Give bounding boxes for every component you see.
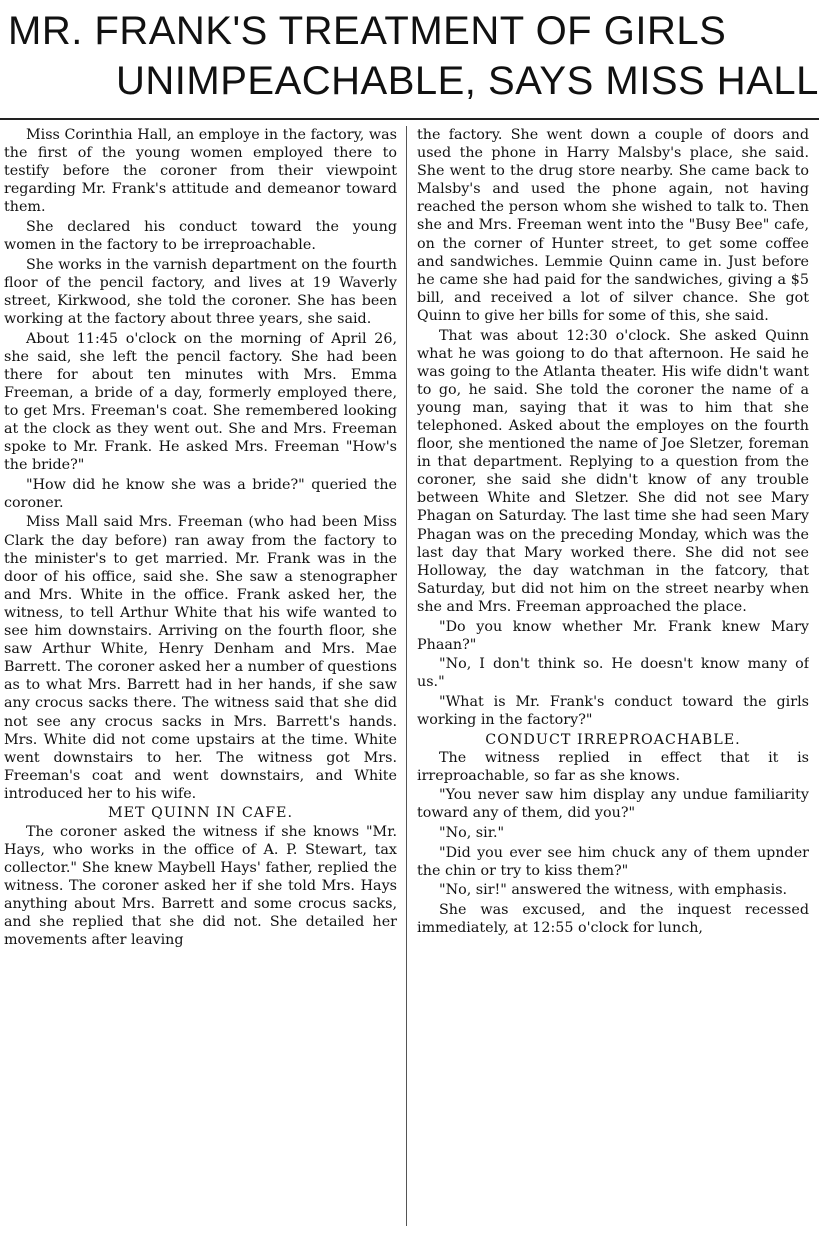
paragraph: "No, I don't think so. He doesn't know many of us." bbox=[417, 656, 809, 691]
paragraph: "Did you ever see him chuck any of them upnder the chin or try to kiss them?" bbox=[417, 844, 809, 879]
paragraph: That was about 12:30 o'clock. She asked Quinn what he was goiong to do that afternoon. He said he was going to the Atlanta theater. His wife didn't want to go, he said. She told the coroner the name of a young man, saying that it was to him that she telephoned. Asked about the employes on the fourth floor, she mentioned the name of Joe Sletzer, foreman in that department. Replying to a question from the coroner, she said she didn't know of any trouble between White and Sletzer. She did not see Mary Phagan on Saturday. The last time she had seen Mary Phagan was on the preceding Monday, which was the last day that Mary worked there. She did not see Holloway, the day watchman in the fatcory, that Saturday, but did not him on the street nearby when she and Mrs. Freeman approached the place. bbox=[417, 327, 809, 615]
paragraph: "No, sir!" answered the witness, with emphasis. bbox=[439, 882, 788, 899]
subheading: MET QUINN IN CAFE. bbox=[107, 805, 293, 822]
paragraph: "What is Mr. Frank's conduct toward the girls working in the factory?" bbox=[417, 693, 809, 728]
paragraph: She works in the varnish department on the fourth floor of the pencil factory, and lives at 19 Waverly street, Kirkwood, she told the coroner. She has been working at the factory about three years, she said. bbox=[4, 256, 397, 327]
article-column-right bbox=[417, 126, 809, 1236]
headline-line-1: MR. FRANK'S TREATMENT OF GIRLS bbox=[8, 9, 727, 53]
paragraph: The coroner asked the witness if she knows "Mr. Hays, who works in the office of A. P. Stewart, tax collector." She knew Maybell Hays' father, replied the witness. The coroner asked her if she told Mrs. Hays anything about Mrs. Barrett and some crocus sacks, and she replied that she did not. She detailed her movements after leaving bbox=[4, 823, 397, 949]
paragraph: The witness replied in effect that it is irreproachable, so far as she knows. bbox=[417, 749, 809, 784]
paragraph: She was excused, and the inquest recessed immediately, at 12:55 o'clock for lunch, bbox=[417, 901, 809, 937]
paragraph: "You never saw him display any undue familiarity toward any of them, did you?" bbox=[417, 787, 809, 822]
column-divider bbox=[406, 126, 407, 1226]
paragraph: Miss Corinthia Hall, an employe in the factory, was the first of the young women employed there to testify before the coroner from their viewpoint regarding Mr. Frank's attitude and demeanor toward them. bbox=[4, 127, 397, 216]
paragraph: Miss Mall said Mrs. Freeman (who had been Miss Clark the day before) ran away from the factory to the minister's to get married. Mr. Frank was in the door of his office, said she. She saw a stenographer and Mrs. White in the office. Frank asked her, the witness, to tell Arthur White that his wife wanted to see him downstairs. Arriving on the fourth floor, she saw Arthur White, Henry Denham and Mrs. Mae Barrett. The coroner asked her a number of questions as to what Mrs. Barrett had in her hands, if she saw any crocus sacks there. The witness said that she did not see any crocus sacks in Mrs. Barrett's hands. Mrs. White did not come upstairs at the time. White went downstairs to her. The witness got Mrs. Freeman's coat and went downstairs, and White introduced her to his wife. bbox=[4, 514, 397, 802]
article-column-left bbox=[4, 126, 397, 1236]
paragraph: "How did he know she was a bride?" queried the coroner. bbox=[4, 476, 397, 511]
paragraph: the factory. She went down a couple of doors and used the phone in Harry Malsby's place, she said. She went to the drug store nearby. She came back to Malsby's and used the phone again, not having reached the person whom she wished to talk to. Then she and Mrs. Freeman went into the "Busy Bee" cafe, on the corner of Hunter street, to get some coffee and sandwiches. Lemmie Quinn came in. Just before he came she had paid for the sandwiches, giving a $5 bill, and received a lot of silver chance. She got Quinn to give her bills for some of this, she said. bbox=[417, 127, 809, 324]
paragraph: "Do you know whether Mr. Frank knew Mary Phaan?" bbox=[417, 618, 809, 653]
paragraph: "No, sir." bbox=[439, 825, 505, 842]
headline-rule bbox=[0, 118, 819, 120]
subheading: CONDUCT IRREPROACHABLE. bbox=[485, 731, 741, 748]
paragraph: About 11:45 o'clock on the morning of April 26, she said, she left the pencil factory. She had been there for about ten minutes with Mrs. Emma Freeman, a bride of a day, formerly employed there, to get Mrs. Freeman's coat. She remembered looking at the clock as they went out. She and Mrs. Freeman spoke to Mr. Frank. He asked Mrs. Freeman "How's the bride?" bbox=[4, 330, 397, 474]
headline-line-2: UNIMPEACHABLE, SAYS MISS HALL bbox=[116, 59, 819, 103]
paragraph: She declared his conduct toward the young women in the factory to be irreproachable. bbox=[4, 218, 397, 254]
